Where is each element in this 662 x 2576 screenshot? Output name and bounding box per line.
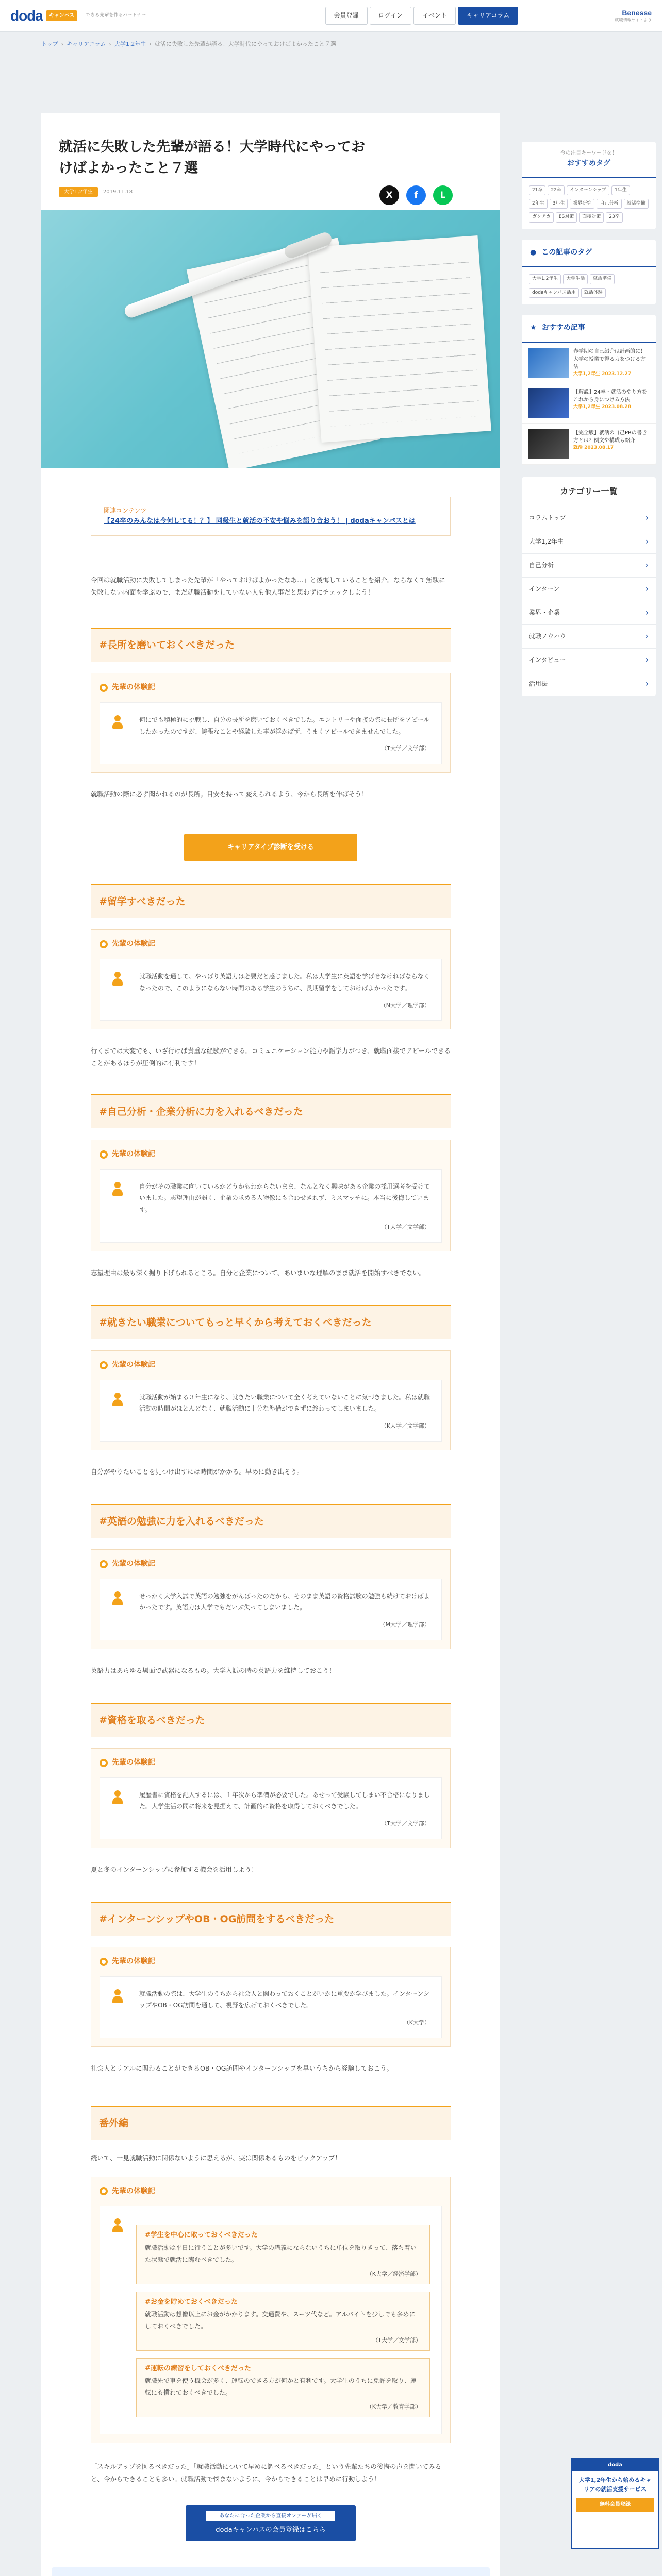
section-text: 志望理由は最も深く掘り下げられるところ。自分と企業について、あいまいな理解のまま就活を開始すべきでない。 [91, 1268, 426, 1277]
article [41, 113, 500, 2576]
star-icon: ★ [530, 324, 537, 332]
article-tag-pill[interactable]: 大学生活 [563, 274, 588, 284]
voice-tag: 先輩の体験記 [112, 683, 155, 691]
speech-icon [100, 1150, 108, 1159]
tag-pill[interactable]: 自己分析 [597, 199, 621, 209]
voice-body [100, 1976, 442, 2038]
extra-heading: 番外編 [91, 2106, 451, 2140]
bottom-heading [52, 2567, 490, 2576]
section-heading: #留学すべきだった [91, 884, 451, 918]
section-heading: #就きたい職業についてもっと早くから考えておくべきだった [91, 1305, 451, 1339]
benesse-logo[interactable] [615, 9, 652, 22]
section-text: 自分がやりたいことを見つけ出すには時間がかかる。早めに動き出そう。 [91, 1468, 304, 1476]
extra-item-heading: #お金を貯めておくべきだった [145, 2298, 238, 2306]
section-2 [41, 884, 500, 1070]
tag-pill[interactable]: 3年生 [550, 199, 568, 209]
category-item[interactable] [522, 625, 656, 649]
voice-text: 何にでも積極的に挑戦し、自分の長所を磨いておくべきでした。エントリーや面接の際に長所をアピールしたかったのですが、誇張なことや経験した事が浮かばず、うまくアピールできませんでした。 [139, 716, 430, 735]
breadcrumb [0, 32, 662, 57]
career-type-button[interactable]: キャリアタイプ診断を受ける [184, 834, 357, 861]
tag-icon: ● [530, 248, 537, 257]
category-label: コラムトップ [529, 514, 566, 521]
crumb-sep-3: › [149, 40, 152, 47]
section-heading: #長所を磨いておくべきだった [91, 628, 451, 662]
chevron-right-icon: › [645, 607, 649, 618]
extra-item [136, 2225, 430, 2284]
article-badge: 大学1,2年生 [573, 404, 600, 410]
section-heading: #自己分析・企業分析に力を入れるべきだった [91, 1094, 451, 1128]
crumb-column[interactable]: キャリアコラム [67, 40, 106, 47]
voice-source: （N大学／理学部） [380, 1002, 430, 1009]
extra-intro: 続いて、一見就職活動に関係ないように思えるが、実は関係あるものをピックアップ！ [91, 2154, 341, 2162]
voice-text: 就職活動が始まる３年生になり、就きたい職業について全く考えていないことに気づきました。私は就職活動の時間がほとんどなく、就職活動に十分な準備ができずに終わってしまいました。 [139, 1393, 430, 1413]
speech-icon [100, 1361, 108, 1369]
voice-body [100, 1777, 442, 1839]
article-title: 春学期の自己紹介は計画的に！大学の授業で得る力をつける方法 [573, 348, 646, 370]
person-icon [111, 972, 124, 987]
tag-pill[interactable]: ES対策 [556, 212, 577, 222]
voice-source: （K大学／文学部） [380, 1422, 430, 1430]
voice-body [100, 1380, 442, 1442]
register-cta[interactable] [186, 2505, 356, 2541]
chevron-right-icon: › [645, 584, 649, 594]
category-label: 自己分析 [529, 561, 554, 569]
tags-subtitle: 今の注目キーワードを！ [560, 150, 617, 156]
voice-tag: 先輩の体験記 [112, 1360, 155, 1369]
crumb-sep-1: › [61, 40, 64, 47]
speech-icon [100, 1759, 108, 1767]
section-3 [41, 1094, 500, 1279]
chevron-right-icon: › [645, 679, 649, 689]
tag-pill[interactable]: 就活準備 [624, 199, 649, 209]
tag-pill[interactable]: インターンシップ [567, 185, 609, 195]
tag-pill[interactable]: 22卒 [548, 185, 564, 195]
extra-item [136, 2292, 430, 2351]
voice-body [100, 1579, 442, 1640]
section-4 [41, 1305, 500, 1478]
section-6 [41, 1703, 500, 1876]
extra-item-text: 就職活動は想像以上にお金がかかります。交通費や、スーツ代など。アルバイトを少しでも多めにしておくべきでした。 [145, 2311, 416, 2330]
person-icon [111, 1790, 124, 1806]
voice-tag: 先輩の体験記 [112, 1957, 155, 1965]
facebook-share-icon[interactable]: f [406, 185, 426, 205]
page-title: 就活に失敗した先輩が語る！大学時代にやっておけばよかったこと７選 [59, 139, 365, 176]
section-text: 行くまでは大変でも、いざ行けば貴重な経験ができる。コミュニケーション能力や語学力がつき、就職面接でアピールできることがあるほうが圧倒的に有利です！ [91, 1047, 451, 1067]
tags-title: おすすめタグ [567, 159, 611, 167]
category-item[interactable] [522, 601, 656, 625]
article-thumbnail [528, 388, 569, 418]
voice-tag: 先輩の体験記 [112, 1758, 155, 1767]
article-title: 【解説】24卒・就活のやり方をこれから身につける方法 [573, 389, 647, 403]
nav-login[interactable]: ログイン [370, 7, 411, 24]
resume-paper-2 [308, 235, 491, 443]
category-label: インターン [529, 585, 560, 592]
voice-body [100, 959, 442, 1021]
section-text: 就職活動の際に必ず聞かれるのが長所。目安を持って変えられるよう、今から長所を伸ばそう！ [91, 790, 368, 799]
hero-image [41, 210, 500, 468]
voice-box [91, 1748, 451, 1848]
extra-voice-box [91, 2177, 451, 2443]
tag-pill[interactable]: 面接対策 [579, 212, 604, 222]
site-header [0, 0, 662, 32]
category-item[interactable] [522, 530, 656, 554]
logo-badge: キャンパス [46, 10, 77, 21]
extra-item-heading: #運転の練習をしておくべきだった [145, 2364, 251, 2372]
article-tag-pill[interactable]: dodaキャンパス活用 [529, 288, 579, 298]
person-icon [111, 1393, 124, 1408]
tag-pill[interactable]: 21卒 [529, 185, 545, 195]
speech-icon [100, 2187, 108, 2195]
category-badge[interactable]: 大学1,2年生 [59, 187, 98, 197]
category-item[interactable] [522, 578, 656, 601]
speech-icon [100, 1560, 108, 1568]
category-title: カテゴリー一覧 [522, 477, 656, 506]
float-logo: doda [572, 2459, 658, 2471]
voice-body [100, 702, 442, 764]
extra-item-source: （K大学／経済学部） [366, 2270, 421, 2277]
extra-section [41, 2106, 500, 2541]
voice-text: 自分がその職業に向いているかどうかもわからないまま、なんとなく興味がある企業の採用選考を受けていました。志望理由が弱く、企業の求める人物像にも合わせきれず、ミスマッチに。本当に後悔しています。 [139, 1182, 431, 1214]
global-nav [243, 7, 519, 24]
article-tag-pill[interactable]: 大学1,2年生 [529, 274, 561, 284]
person-icon [111, 2218, 124, 2234]
cta-text: dodaキャンパスの会員登録はこちら [216, 2526, 326, 2534]
voice-tag: 先輩の体験記 [112, 1149, 155, 1158]
article-date: 2023.08.17 [584, 445, 614, 451]
category-label: 活用法 [529, 680, 548, 687]
cta-small: あなたに合った企業から直接オファーが届く [206, 2511, 335, 2521]
extra-voice-body [100, 2206, 442, 2434]
tag-pill[interactable]: ガクチカ [529, 212, 554, 222]
article-date: 2023.08.28 [602, 404, 632, 410]
article-tag-pill[interactable]: 就活体験 [581, 288, 606, 298]
crumb-top[interactable]: トップ [41, 40, 58, 47]
voice-text: 就職活動を通して、やっぱり英語力は必要だと感じました。私は大学生に英語を学ばせなければならなくなったので、このようにならない時間のある学生のうちに、長期留学をしておけばよかったです。 [139, 972, 430, 992]
tagline: できる先輩を作るパートナー [86, 12, 146, 18]
voice-source: （T大学／文学部） [381, 1224, 430, 1231]
related-content [91, 497, 451, 536]
category-label: 業界・企業 [529, 608, 560, 616]
chevron-right-icon: › [645, 560, 649, 570]
category-item[interactable] [522, 506, 656, 530]
crumb-sep-2: › [109, 40, 111, 47]
voice-body [100, 1169, 442, 1243]
nav-register[interactable]: 会員登録 [325, 7, 368, 24]
voice-source: （T大学／文学部） [381, 1820, 430, 1827]
x-share-icon[interactable]: X [379, 185, 399, 205]
share-buttons [379, 185, 453, 205]
extra-tag: 先輩の体験記 [112, 2187, 155, 2195]
section-7 [41, 1902, 500, 2075]
brand-sub: 就職情報サイトより [615, 18, 652, 23]
recommended-title: おすすめ記事 [541, 324, 585, 332]
nav-column[interactable]: キャリアコラム [458, 7, 518, 24]
voice-text: 就職活動の際は、大学生のうちから社会人と関わっておくことがいかに重要か学びました。インターンシップやOB・OG訪問を通して、視野を広げておくべきでした。 [139, 1990, 429, 2009]
extra-item-heading: #学生を中心に取っておくべきだった [145, 2231, 258, 2240]
outro-text: 「スキルアップを図るべきだった」「就職活動について早めに調べるべきだった」という先輩たちの後悔の声を聞いてみると、今からできることも多い。就職活動で悩まないように、今からできることは早めに行動しよう！ [91, 2462, 442, 2483]
voice-source: （M大学／理学部） [379, 1621, 430, 1629]
article-tags-card [522, 240, 656, 304]
extra-item [136, 2358, 430, 2417]
speech-icon [100, 940, 108, 948]
article-thumbnail [528, 348, 569, 378]
category-label: インタビュー [529, 656, 566, 664]
related-link[interactable]: 【24卒のみんなは今何してる！？】 同級生と就活の不安や悩みを語り合おう！ | dodaキャンパスとは [104, 517, 416, 526]
extra-item-source: （K大学／教育学部） [366, 2403, 421, 2411]
section-heading: #インターンシップやOB・OG訪問をするべきだった [91, 1902, 451, 1936]
article-tag-pill[interactable]: 就活準備 [590, 274, 615, 284]
speech-icon [100, 684, 108, 692]
extra-item-source: （T大学／文学部） [372, 2336, 421, 2344]
voice-text: せっかく大学入試で英語の勉強をがんばったのだから、そのまま英語の資格試験の勉強も続けておけばよかったです。英語力は大学でもだいぶ失ってしまいました。 [139, 1592, 430, 1612]
person-icon [111, 1591, 124, 1607]
tags-card [522, 142, 656, 229]
voice-box [91, 1947, 451, 2047]
section-heading: #英語の勉強に力を入れるべきだった [91, 1504, 451, 1538]
category-label: 大学1,2年生 [529, 537, 564, 545]
tag-pill[interactable]: 1年生 [611, 185, 630, 195]
voice-box [91, 1350, 451, 1450]
nav-event[interactable]: イベント [413, 7, 456, 24]
person-icon [111, 715, 124, 731]
voice-source: （T大学／文学部） [381, 745, 430, 752]
voice-source: （K大学） [403, 2019, 430, 2026]
recommended-card [522, 315, 656, 465]
category-item[interactable] [522, 672, 656, 696]
floating-banner[interactable] [571, 2458, 659, 2549]
category-item[interactable] [522, 554, 656, 578]
tag-pill[interactable]: 業界研究 [570, 199, 594, 209]
voice-box [91, 929, 451, 1029]
voice-box [91, 673, 451, 773]
voice-box [91, 1140, 451, 1251]
article-tags-title: この記事のタグ [541, 248, 592, 257]
category-card [522, 477, 656, 696]
tag-pill[interactable]: 23卒 [606, 212, 622, 222]
section-5 [41, 1504, 500, 1677]
article-date: 2023.12.27 [602, 371, 632, 377]
float-text: 大学1,2年生から始めるキャリアの就活支援サービス [578, 2477, 652, 2493]
voice-tag: 先輩の体験記 [112, 1559, 155, 1568]
speech-icon [100, 1958, 108, 1966]
intro-text: 今回は就職活動に失敗してしまった先輩が「やっておけばよかったなあ…」と後悔していることを紹介。ならなくて無駄に失敗しない内面を学ぶので、まだ就職活動をしていない人も他人事だと思わずにチェックしよう！ [91, 576, 445, 597]
logo[interactable] [10, 9, 146, 23]
chevron-right-icon: › [645, 536, 649, 547]
chevron-right-icon: › [645, 631, 649, 641]
chevron-right-icon: › [645, 513, 649, 523]
section-1 [41, 628, 500, 861]
extra-item-text: 就職活動は平日に行うことが多いです。大学の講義にならないうちに単位を取りきって、落ち着いた状態で就活に臨むべきでした。 [145, 2244, 417, 2263]
article-thumbnail [528, 429, 569, 459]
float-register-button[interactable]: 無料会員登録 [576, 2498, 654, 2512]
person-icon [111, 1182, 124, 1197]
voice-tag: 先輩の体験記 [112, 940, 155, 948]
section-text: 夏と冬のインターンシップに参加する機会を活用しよう！ [91, 1866, 258, 1874]
extra-item-text: 就職先で車を使う機会が多く、運転のできる方が何かと有利です。大学生のうちに免許を取り、運転にも慣れておくべきでした。 [145, 2377, 417, 2397]
chevron-right-icon: › [645, 655, 649, 665]
person-icon [111, 1989, 124, 2005]
sidebar [522, 142, 656, 706]
publish-date: 2019.11.18 [103, 189, 133, 195]
voice-text: 履歴書に資格を記入するには、１年次から準備が必要でした。あせって受験してしまい不合格になりました。大学生活の間に将来を見据えて、計画的に資格を取得しておくべきでした。 [139, 1791, 430, 1810]
article-title: 【完全版】就活の自己PRの書き方とは？例文や構成も紹介 [573, 430, 647, 444]
crumb-category[interactable]: 大学1,2年生 [114, 40, 146, 47]
related-heading: 関連コンテンツ [104, 507, 147, 514]
voice-box [91, 1549, 451, 1649]
category-item[interactable] [522, 649, 656, 672]
tag-pill[interactable]: 2年生 [529, 199, 548, 209]
article-badge: 大学1,2年生 [573, 371, 600, 377]
section-text: 社会人とリアルに関わることができるOB・OG訪問やインターンシップを早いうちから経験しておこう。 [91, 2064, 393, 2073]
recommended-article[interactable] [522, 424, 656, 465]
brand-name: Benesse [622, 9, 652, 18]
section-text: 英語力はあらゆる場面で武器になるもの。大学入試の時の英語力を維持しておこう！ [91, 1667, 336, 1675]
recommended-article[interactable] [522, 343, 656, 384]
article-badge: 就活 [573, 445, 583, 451]
logo-text: doda [10, 7, 43, 24]
recommended-article[interactable] [522, 383, 656, 424]
section-heading: #資格を取るべきだった [91, 1703, 451, 1737]
category-label: 就職ノウハウ [529, 632, 567, 640]
line-share-icon[interactable]: L [433, 185, 453, 205]
crumb-current: 就活に失敗した先輩が語る！大学時代にやっておけばよかったこと７選 [154, 40, 336, 47]
